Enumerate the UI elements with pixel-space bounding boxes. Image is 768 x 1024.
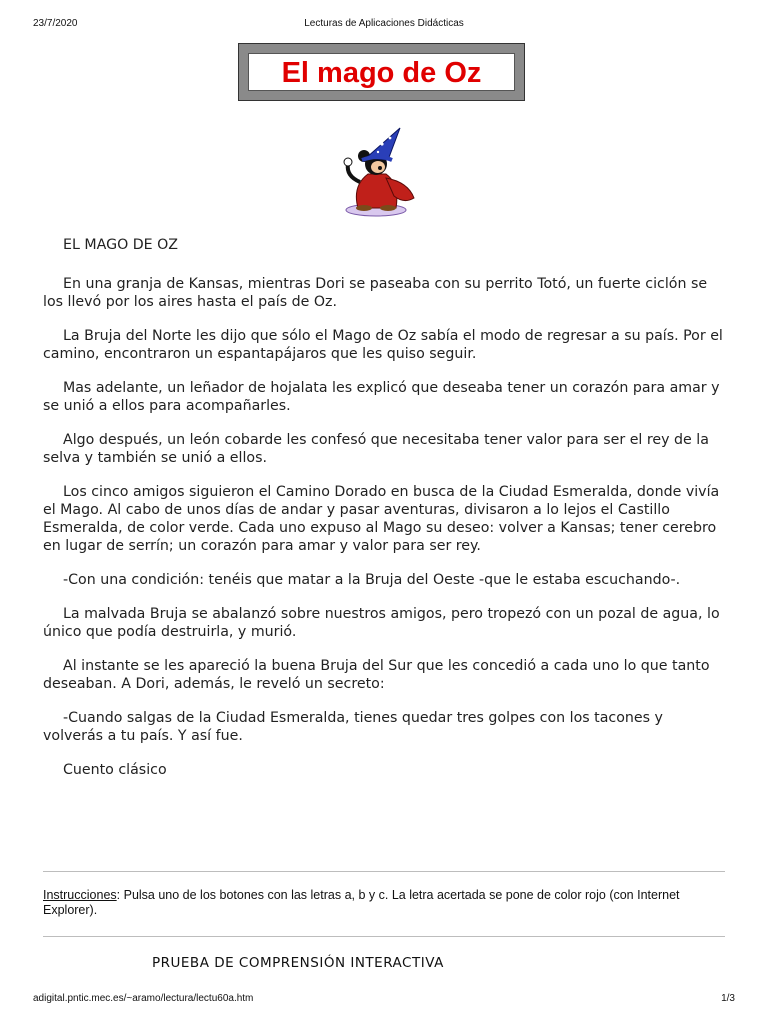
title-banner xyxy=(238,43,525,101)
story-paragraph: Algo después, un león cobarde les confesó que necesitaba tener valor para ser el rey de la selva y también se unió a ellos. xyxy=(43,432,709,466)
print-header xyxy=(0,18,768,32)
story-paragraph: Al instante se les apareció la buena Bruja del Sur que les concedió a cada uno lo que tanto deseaban. A Dori, además, le reveló un secreto: xyxy=(43,658,710,692)
story xyxy=(43,236,723,795)
instructions-text: : Pulsa uno de los botones con las letras a, b y c. La letra acertada se pone de color rojo (con Internet Explorer). xyxy=(43,888,680,917)
divider xyxy=(43,936,725,937)
story-paragraph: En una granja de Kansas, mientras Dori se paseaba con su perrito Totó, un fuerte ciclón se los llevó por los aires hasta el país de Oz. xyxy=(43,276,708,310)
print-url: adigital.pntic.mec.es/~aramo/lectura/lectu60a.htm xyxy=(33,993,254,1004)
quiz-title: PRUEBA DE COMPRENSIÓN INTERACTIVA xyxy=(152,955,444,971)
page-title: El mago de Oz xyxy=(248,53,515,91)
story-paragraph: -Con una condición: tenéis que matar a la Bruja del Oeste -que le estaba escuchando-. xyxy=(63,572,681,588)
story-heading: EL MAGO DE OZ xyxy=(63,237,179,253)
story-paragraph: Mas adelante, un leñador de hojalata les explicó que deseaba tener un corazón para amar y se unió a ellos para acompañarles. xyxy=(43,380,720,414)
wizard-mouse-icon xyxy=(338,124,424,220)
print-page-number: 1/3 xyxy=(721,993,735,1004)
story-paragraph: Los cinco amigos siguieron el Camino Dorado en busca de la Ciudad Esmeralda, donde vivía el Mago. Al cabo de unos días de andar y pasar aventuras, divisaron a lo lejos el Castillo Esmeralda, de color verde. Cada uno expuso al Mago su deseo: volver a Kansas; tener cerebro en lugar de serrín; un corazón para amar y valor para ser rey. xyxy=(43,484,720,554)
story-paragraph: La malvada Bruja se abalanzó sobre nuestros amigos, pero tropezó con un pozal de agua, lo único que podía destruirla, y murió. xyxy=(43,606,720,640)
print-footer xyxy=(0,993,768,1007)
story-credit: Cuento clásico xyxy=(63,762,167,778)
print-date: 23/7/2020 xyxy=(33,18,78,29)
instructions-label: Instrucciones xyxy=(43,888,117,902)
print-title: Lecturas de Aplicaciones Didácticas xyxy=(304,18,464,29)
divider xyxy=(43,871,725,872)
story-paragraph: La Bruja del Norte les dijo que sólo el Mago de Oz sabía el modo de regresar a su país. Por el camino, encontraron un espantapájaros que les quiso seguir. xyxy=(43,328,723,362)
story-paragraph: -Cuando salgas de la Ciudad Esmeralda, tienes quedar tres golpes con los tacones y volverás a tu país. Y así fue. xyxy=(43,710,663,744)
instructions xyxy=(43,888,725,918)
